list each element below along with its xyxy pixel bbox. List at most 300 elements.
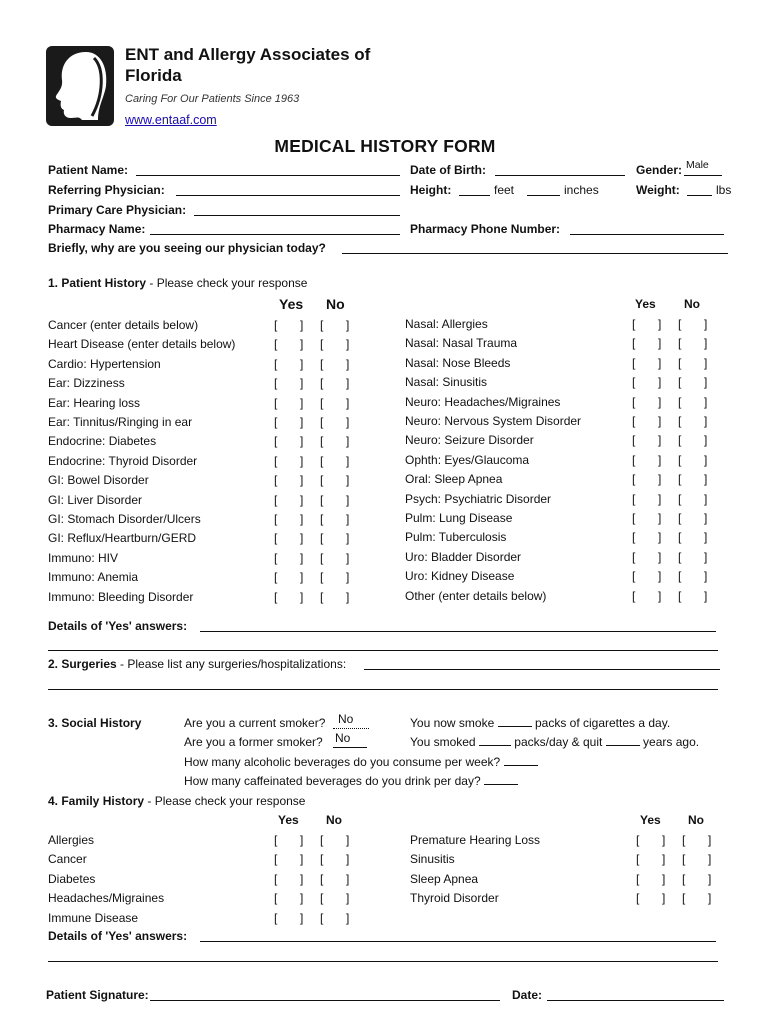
ph-left-item-yes-checkbox[interactable] — [274, 357, 306, 371]
fh-right-item-yes-checkbox-open: [ — [636, 852, 640, 867]
fh-left-item-no-checkbox-open: [ — [320, 833, 324, 847]
ph-left-item-no-checkbox-open: [ — [320, 453, 324, 468]
ph-right-item-yes-checkbox[interactable] — [632, 550, 664, 564]
fh-left-item-label: Allergies — [48, 833, 95, 847]
fh-left-item-no-checkbox[interactable] — [320, 852, 352, 866]
ph-left-item-label: GI: Stomach Disorder/Ulcers — [48, 512, 201, 526]
gender-value[interactable]: Male — [686, 159, 709, 171]
ph-right-item-no-checkbox[interactable] — [678, 453, 710, 467]
ph-left-item-no-checkbox[interactable] — [320, 396, 352, 410]
fh-right-item-no-checkbox-open: [ — [682, 891, 686, 906]
ph-left-item-label: Heart Disease (enter details below) — [48, 337, 236, 352]
ph-right-item-no-checkbox[interactable] — [678, 317, 710, 331]
ph-right-item-yes-checkbox-close: ] — [658, 588, 662, 603]
ph-left-item-no-checkbox-open: [ — [320, 570, 324, 585]
ph-right-item-yes-checkbox-open: [ — [632, 491, 636, 506]
ph-left-item-yes-checkbox[interactable] — [274, 570, 306, 584]
current-smoker-label: Are you a current smoker? — [184, 716, 326, 730]
ph-right-item-yes-checkbox-open: [ — [632, 317, 636, 331]
ph-left-item-yes-checkbox-close: ] — [300, 473, 304, 488]
ph-left-item-no-checkbox-open: [ — [320, 318, 324, 332]
ph-right-item-yes-checkbox-open: [ — [632, 588, 636, 603]
ph-left-item-yes-checkbox-open: [ — [274, 318, 278, 332]
ph-right-item-yes-checkbox-close: ] — [658, 317, 662, 331]
ph-left-item-yes-checkbox-close: ] — [300, 512, 304, 526]
ph-right-item-no-checkbox-close: ] — [704, 530, 708, 545]
years-quit-field[interactable] — [606, 745, 640, 746]
visit-reason-label: Briefly, why are you seeing our physician today? — [48, 241, 326, 255]
ph-left-item-no-checkbox-open: [ — [320, 550, 324, 565]
ph-left-item-yes-checkbox-close: ] — [300, 395, 304, 410]
ph-left-item-no-checkbox[interactable] — [320, 337, 352, 351]
ph-left-item-no-checkbox[interactable] — [320, 473, 352, 487]
fh-left-item-label: Diabetes — [48, 871, 96, 886]
fh-left-item-label: Headaches/Migraines — [48, 891, 165, 906]
fh-left-item-yes-checkbox-open: [ — [274, 891, 278, 906]
current-smoker-value[interactable]: No — [338, 712, 354, 726]
ph-left-item-yes-checkbox[interactable] — [274, 415, 306, 429]
fh-left-item-no-checkbox[interactable] — [320, 872, 352, 886]
ph-left-item-yes-checkbox[interactable] — [274, 396, 306, 410]
ph-left-item-yes-checkbox[interactable] — [274, 454, 306, 468]
ph-right-item-yes-checkbox[interactable] — [632, 472, 664, 486]
ph-right-item-yes-checkbox[interactable] — [632, 492, 664, 506]
fh-right-item-label: Sinusitis — [410, 852, 455, 867]
fh-right-item-yes-checkbox[interactable] — [636, 891, 668, 905]
page-title: MEDICAL HISTORY FORM — [274, 136, 496, 156]
visit-reason-field[interactable] — [342, 253, 728, 254]
ph-right-item-no-checkbox-close: ] — [704, 569, 708, 584]
ph-left-item-yes-checkbox-open: [ — [274, 589, 278, 604]
ph-right-item-no-checkbox[interactable] — [678, 336, 710, 350]
fh-right-item-no-checkbox-close: ] — [708, 871, 712, 886]
ph-right-item-no-checkbox-close: ] — [704, 317, 708, 331]
ph-left-item-no-checkbox-open: [ — [320, 531, 324, 546]
fh-right-item-yes-checkbox-open: [ — [636, 833, 640, 847]
ph-left-item-yes-checkbox[interactable] — [274, 493, 306, 507]
ph-left-item-yes-checkbox[interactable] — [274, 512, 306, 526]
ph-left-item-no-checkbox-open: [ — [320, 434, 324, 449]
caffeine-field[interactable] — [484, 784, 518, 785]
primary-care-label: Primary Care Physician: — [48, 203, 187, 217]
weight-label: Weight: — [636, 183, 680, 197]
ph-left-item-no-checkbox-open: [ — [320, 492, 324, 507]
fh-left-item-yes-checkbox-close: ] — [300, 852, 304, 867]
ph-left-item-yes-checkbox[interactable] — [274, 531, 306, 545]
smoke-now-label — [410, 716, 670, 730]
former-packs-field[interactable] — [479, 745, 511, 746]
fh-right-item-yes-checkbox-open: [ — [636, 871, 640, 886]
ph-left-item-yes-checkbox-open: [ — [274, 356, 278, 371]
primary-care-field[interactable] — [194, 215, 400, 216]
ph-left-item-yes-checkbox-open: [ — [274, 376, 278, 391]
ph-left-item-no-checkbox-close: ] — [346, 512, 350, 526]
ph-right-item-label: Psych: Psychiatric Disorder — [405, 491, 552, 506]
ph-left-item-yes-checkbox-open: [ — [274, 337, 278, 352]
ph-left-no-header: No — [326, 296, 345, 312]
ph-left-item-yes-checkbox-open: [ — [274, 395, 278, 410]
ph-left-item-no-checkbox[interactable] — [320, 318, 352, 332]
ph-left-item-no-checkbox-close: ] — [346, 376, 350, 391]
fh-left-item-no-checkbox-open: [ — [320, 910, 324, 925]
ph-left-item-no-checkbox-close: ] — [346, 453, 350, 468]
ph-right-item-no-checkbox-open: [ — [678, 530, 682, 545]
ph-right-item-no-checkbox-open: [ — [678, 549, 682, 564]
ph-left-item-yes-checkbox[interactable] — [274, 376, 306, 390]
ph-right-item-yes-checkbox[interactable] — [632, 395, 664, 409]
ph-right-item-no-checkbox[interactable] — [678, 356, 710, 370]
ph-left-item-yes-checkbox-open: [ — [274, 473, 278, 488]
ph-right-item-yes-checkbox-open: [ — [632, 394, 636, 409]
ph-right-item-no-checkbox-close: ] — [704, 588, 708, 603]
ph-right-item-yes-checkbox[interactable] — [632, 356, 664, 370]
fh-right-item-yes-checkbox[interactable] — [636, 872, 668, 886]
signature-field[interactable] — [150, 1000, 500, 1001]
surgeries-field[interactable] — [364, 669, 720, 670]
packs-per-day-field[interactable] — [498, 726, 532, 727]
fh-left-item-no-checkbox-close: ] — [346, 891, 350, 906]
ph-left-item-no-checkbox[interactable] — [320, 493, 352, 507]
ph-right-item-yes-checkbox-open: [ — [632, 452, 636, 467]
org-tagline: Caring For Our Patients Since 1963 — [125, 93, 300, 105]
ph-right-item-yes-checkbox-close: ] — [658, 336, 662, 351]
ph-left-item-no-checkbox-close: ] — [346, 473, 350, 488]
ph-left-item-yes-checkbox[interactable] — [274, 434, 306, 448]
ph-right-item-no-checkbox-open: [ — [678, 375, 682, 390]
ph-right-item-yes-checkbox-close: ] — [658, 530, 662, 545]
ph-right-item-yes-checkbox-open: [ — [632, 530, 636, 545]
ph-left-item-label: Ear: Tinnitus/Ringing in ear — [48, 415, 193, 429]
ph-left-item-no-checkbox[interactable] — [320, 454, 352, 468]
ph-right-item-yes-checkbox[interactable] — [632, 589, 664, 603]
ph-left-item-no-checkbox-close: ] — [346, 337, 350, 352]
smoked-label — [410, 735, 699, 749]
ph-left-item-label: GI: Reflux/Heartburn/GERD — [48, 531, 197, 546]
referring-field[interactable] — [176, 195, 400, 196]
fh-details-field[interactable] — [200, 941, 716, 942]
fh-right-item-no-checkbox-close: ] — [708, 891, 712, 906]
ph-right-item-yes-checkbox[interactable] — [632, 433, 664, 447]
former-smoker-field[interactable] — [333, 747, 367, 748]
ph-right-item-no-checkbox[interactable] — [678, 472, 710, 486]
ph-right-item-no-checkbox-close: ] — [704, 414, 708, 428]
ph-right-item-no-checkbox-close: ] — [704, 394, 708, 409]
ph-right-item-yes-checkbox-open: [ — [632, 569, 636, 584]
ph-right-item-yes-checkbox[interactable] — [632, 530, 664, 544]
ph-right-item-no-checkbox[interactable] — [678, 511, 710, 525]
lbs-label: lbs — [716, 183, 732, 197]
ph-right-item-no-checkbox[interactable] — [678, 395, 710, 409]
fh-left-item-yes-checkbox[interactable] — [274, 872, 306, 886]
family-history-title: 4. Family History — [48, 794, 145, 808]
ph-left-item-yes-checkbox-open: [ — [274, 550, 278, 565]
ph-right-item-no-checkbox-open: [ — [678, 472, 682, 487]
fh-left-item-label: Immune Disease — [48, 910, 139, 925]
fh-left-item-no-checkbox[interactable] — [320, 911, 352, 925]
fh-left-item-no-checkbox[interactable] — [320, 891, 352, 905]
fh-left-item-yes-checkbox-open: [ — [274, 852, 278, 867]
ph-right-item-label: Pulm: Tuberculosis — [405, 530, 507, 545]
fh-left-item-no-checkbox-close: ] — [346, 910, 350, 925]
ph-right-item-yes-checkbox[interactable] — [632, 414, 664, 428]
surgeries-heading — [48, 657, 346, 671]
ph-left-item-yes-checkbox[interactable] — [274, 473, 306, 487]
alcohol-field[interactable] — [504, 765, 538, 766]
fh-details-field-line2[interactable] — [48, 961, 718, 962]
smoked-text-a: You smoked — [410, 735, 476, 749]
patient-name-field[interactable] — [136, 175, 400, 176]
ph-left-item-no-checkbox-close: ] — [346, 318, 350, 332]
ph-right-item-label: Neuro: Nervous System Disorder — [405, 414, 582, 428]
dob-label: Date of Birth: — [410, 163, 486, 177]
pharmacy-phone-field[interactable] — [570, 234, 724, 235]
ph-right-item-no-checkbox-close: ] — [704, 491, 708, 506]
former-smoker-value[interactable]: No — [335, 731, 351, 745]
ph-right-item-no-checkbox-close: ] — [704, 355, 708, 370]
fh-right-item-no-checkbox-close: ] — [708, 852, 712, 867]
fh-right-item-yes-checkbox[interactable] — [636, 833, 668, 847]
ph-right-item-yes-checkbox-close: ] — [658, 394, 662, 409]
fh-right-item-no-checkbox[interactable] — [682, 872, 714, 886]
family-history-instruction: - Please check your response — [147, 794, 306, 808]
ph-left-item-no-checkbox[interactable] — [320, 376, 352, 390]
fh-right-item-label: Premature Hearing Loss — [410, 833, 541, 847]
ph-left-item-yes-checkbox-close: ] — [300, 376, 304, 391]
ph-right-item-yes-checkbox[interactable] — [632, 317, 664, 331]
ph-right-item-no-checkbox[interactable] — [678, 492, 710, 506]
ph-right-item-label: Nasal: Nose Bleeds — [405, 355, 511, 370]
ph-left-item-no-checkbox-close: ] — [346, 531, 350, 546]
ph-right-item-yes-checkbox-close: ] — [658, 549, 662, 564]
fh-left-item-no-checkbox-close: ] — [346, 871, 350, 886]
ph-left-item-yes-checkbox-close: ] — [300, 318, 304, 332]
ph-left-item-yes-checkbox-close: ] — [300, 356, 304, 371]
caffeine-text: How many caffeinated beverages do you drink per day? — [184, 774, 481, 788]
feet-label: feet — [494, 183, 515, 197]
ph-right-item-no-checkbox-close: ] — [704, 472, 708, 487]
former-smoker-label: Are you a former smoker? — [184, 735, 323, 749]
fh-left-item-yes-checkbox-open: [ — [274, 910, 278, 925]
ph-right-item-no-checkbox[interactable] — [678, 589, 710, 603]
ph-left-yes-header: Yes — [279, 296, 304, 312]
ph-right-item-yes-checkbox[interactable] — [632, 375, 664, 389]
surgeries-title: 2. Surgeries — [48, 657, 117, 671]
fh-right-item-label: Thyroid Disorder — [410, 891, 499, 906]
ph-right-item-no-checkbox-open: [ — [678, 569, 682, 584]
ph-right-item-yes-checkbox-open: [ — [632, 472, 636, 487]
gender-field[interactable] — [684, 175, 722, 176]
alcohol-text: How many alcoholic beverages do you consume per week? — [184, 755, 501, 769]
ph-right-item-label: Uro: Bladder Disorder — [405, 549, 522, 564]
ph-details-label: Details of 'Yes' answers: — [48, 619, 188, 633]
fh-left-item-no-checkbox-close: ] — [346, 852, 350, 867]
patient-history-title: 1. Patient History — [48, 276, 147, 290]
ph-right-item-no-checkbox-open: [ — [678, 511, 682, 525]
ph-left-item-yes-checkbox-open: [ — [274, 434, 278, 449]
dob-field[interactable] — [495, 175, 625, 176]
ph-right-item-no-checkbox-open: [ — [678, 414, 682, 428]
fh-left-item-no-checkbox-open: [ — [320, 891, 324, 906]
ph-left-item-no-checkbox-close: ] — [346, 356, 350, 371]
ph-right-item-no-checkbox-close: ] — [704, 511, 708, 525]
fh-left-item-yes-checkbox[interactable] — [274, 911, 306, 925]
fh-right-item-no-checkbox[interactable] — [682, 852, 714, 866]
ph-left-item-no-checkbox[interactable] — [320, 415, 352, 429]
ph-right-item-yes-checkbox-close: ] — [658, 511, 662, 525]
ph-right-no-header: No — [684, 297, 700, 311]
ph-left-item-label: Endocrine: Diabetes — [48, 434, 157, 449]
inches-label: inches — [564, 183, 599, 197]
ph-details-field-line2[interactable] — [48, 650, 718, 651]
ph-left-item-label: Immuno: Bleeding Disorder — [48, 589, 194, 604]
ph-right-item-no-checkbox-open: [ — [678, 588, 682, 603]
ph-details-field[interactable] — [200, 631, 716, 632]
ph-right-item-no-checkbox-open: [ — [678, 491, 682, 506]
fh-left-item-yes-checkbox[interactable] — [274, 833, 306, 847]
website-link[interactable]: www.entaaf.com — [125, 113, 217, 127]
pharmacy-name-label: Pharmacy Name: — [48, 222, 146, 236]
pharmacy-phone-label: Pharmacy Phone Number: — [410, 222, 561, 236]
ph-right-item-yes-checkbox-open: [ — [632, 414, 636, 428]
alcohol-label — [184, 755, 538, 769]
ph-left-item-yes-checkbox-close: ] — [300, 453, 304, 468]
ph-right-item-yes-checkbox[interactable] — [632, 453, 664, 467]
ph-left-item-no-checkbox-open: [ — [320, 589, 324, 604]
ph-right-item-no-checkbox[interactable] — [678, 530, 710, 544]
ph-left-item-no-checkbox[interactable] — [320, 570, 352, 584]
fh-details-label: Details of 'Yes' answers: — [48, 929, 188, 943]
smoked-text-c: years ago. — [643, 735, 700, 749]
weight-field[interactable] — [687, 195, 712, 196]
ph-left-item-no-checkbox[interactable] — [320, 434, 352, 448]
ph-right-item-yes-checkbox-close: ] — [658, 375, 662, 390]
ph-right-item-yes-checkbox[interactable] — [632, 336, 664, 350]
fh-left-item-label: Cancer — [48, 852, 87, 867]
family-history-heading — [48, 794, 305, 808]
ph-left-item-no-checkbox[interactable] — [320, 531, 352, 545]
ph-right-item-yes-checkbox-open: [ — [632, 511, 636, 525]
ph-left-item-no-checkbox-close: ] — [346, 589, 350, 604]
ph-right-item-no-checkbox[interactable] — [678, 375, 710, 389]
fh-left-item-yes-checkbox[interactable] — [274, 852, 306, 866]
current-smoker-field[interactable] — [333, 728, 369, 729]
fh-right-item-yes-checkbox-close: ] — [662, 833, 666, 847]
referring-label: Referring Physician: — [48, 183, 165, 197]
patient-history-instruction: - Please check your response — [149, 276, 308, 290]
ph-right-item-yes-checkbox-close: ] — [658, 355, 662, 370]
surgeries-instruction: - Please list any surgeries/hospitalizations: — [120, 657, 347, 671]
fh-left-item-yes-checkbox-open: [ — [274, 833, 278, 847]
ph-right-yes-header: Yes — [635, 297, 656, 311]
date-field[interactable] — [547, 1000, 724, 1001]
fh-right-item-yes-checkbox-open: [ — [636, 891, 640, 906]
ph-left-item-label: Cancer (enter details below) — [48, 318, 199, 332]
ph-right-item-no-checkbox-open: [ — [678, 317, 682, 331]
practice-logo — [46, 46, 114, 126]
fh-left-item-yes-checkbox-close: ] — [300, 871, 304, 886]
height-feet-field[interactable] — [459, 195, 490, 196]
ph-left-item-yes-checkbox-close: ] — [300, 415, 304, 429]
ph-right-item-yes-checkbox-open: [ — [632, 433, 636, 448]
ph-left-item-no-checkbox-close: ] — [346, 570, 350, 585]
ph-right-item-yes-checkbox[interactable] — [632, 569, 664, 583]
ph-left-item-no-checkbox-open: [ — [320, 337, 324, 352]
ph-left-item-no-checkbox[interactable] — [320, 512, 352, 526]
height-inches-field[interactable] — [527, 195, 560, 196]
ph-right-item-yes-checkbox-close: ] — [658, 569, 662, 584]
ph-left-item-yes-checkbox[interactable] — [274, 551, 306, 565]
fh-right-item-yes-checkbox-close: ] — [662, 891, 666, 906]
ph-left-item-yes-checkbox-close: ] — [300, 337, 304, 352]
fh-right-item-yes-checkbox-close: ] — [662, 871, 666, 886]
ph-right-item-label: Nasal: Nasal Trauma — [405, 336, 518, 351]
surgeries-field-line2[interactable] — [48, 689, 718, 690]
ph-left-item-yes-checkbox-close: ] — [300, 434, 304, 449]
ph-right-item-yes-checkbox-open: [ — [632, 549, 636, 564]
fh-right-item-yes-checkbox[interactable] — [636, 852, 668, 866]
ph-right-item-label: Oral: Sleep Apnea — [405, 472, 503, 487]
ph-left-item-yes-checkbox[interactable] — [274, 337, 306, 351]
ph-left-item-yes-checkbox-close: ] — [300, 570, 304, 585]
ph-left-item-no-checkbox[interactable] — [320, 551, 352, 565]
height-label: Height: — [410, 183, 452, 197]
ph-left-item-no-checkbox-open: [ — [320, 473, 324, 488]
fh-right-item-no-checkbox[interactable] — [682, 833, 714, 847]
ph-right-item-no-checkbox[interactable] — [678, 550, 710, 564]
fh-right-item-no-checkbox[interactable] — [682, 891, 714, 905]
ph-right-item-yes-checkbox-open: [ — [632, 355, 636, 370]
fh-left-item-no-checkbox-open: [ — [320, 852, 324, 867]
ph-right-item-no-checkbox[interactable] — [678, 414, 710, 428]
signature-label: Patient Signature: — [46, 988, 149, 1002]
fh-left-item-no-checkbox[interactable] — [320, 833, 352, 847]
ph-right-item-label: Neuro: Seizure Disorder — [405, 433, 534, 448]
fh-right-item-no-checkbox-open: [ — [682, 871, 686, 886]
date-label: Date: — [512, 988, 543, 1002]
ph-left-item-label: Endocrine: Thyroid Disorder — [48, 453, 198, 468]
ph-right-item-no-checkbox-close: ] — [704, 433, 708, 448]
org-name: ENT and Allergy Associates of Florida — [125, 45, 371, 85]
ph-left-item-label: GI: Bowel Disorder — [48, 473, 149, 488]
fh-right-item-yes-checkbox-close: ] — [662, 852, 666, 867]
ph-left-item-label: Cardio: Hypertension — [48, 356, 161, 371]
ph-right-item-no-checkbox-close: ] — [704, 549, 708, 564]
ph-left-item-no-checkbox-close: ] — [346, 415, 350, 429]
fh-left-item-yes-checkbox-close: ] — [300, 910, 304, 925]
social-history-heading: 3. Social History — [48, 716, 142, 730]
ph-left-item-yes-checkbox-close: ] — [300, 550, 304, 565]
fh-left-item-yes-checkbox[interactable] — [274, 891, 306, 905]
ph-right-item-no-checkbox-close: ] — [704, 452, 708, 467]
ph-left-item-no-checkbox-close: ] — [346, 395, 350, 410]
ph-right-item-no-checkbox[interactable] — [678, 433, 710, 447]
ph-right-item-no-checkbox-close: ] — [704, 375, 708, 390]
ph-right-item-label: Uro: Kidney Disease — [405, 569, 515, 584]
ph-left-item-no-checkbox-open: [ — [320, 395, 324, 410]
pharmacy-name-field[interactable] — [150, 234, 400, 235]
ph-left-item-yes-checkbox[interactable] — [274, 318, 306, 332]
ph-right-item-no-checkbox[interactable] — [678, 569, 710, 583]
ph-left-item-label: Ear: Hearing loss — [48, 395, 141, 410]
ph-left-item-no-checkbox[interactable] — [320, 590, 352, 604]
ph-right-item-yes-checkbox-close: ] — [658, 452, 662, 467]
ph-left-item-yes-checkbox[interactable] — [274, 590, 306, 604]
ph-right-item-label: Neuro: Headaches/Migraines — [405, 394, 561, 409]
ph-left-item-no-checkbox[interactable] — [320, 357, 352, 371]
patient-history-heading — [48, 276, 307, 290]
ph-right-item-yes-checkbox[interactable] — [632, 511, 664, 525]
fh-right-item-no-checkbox-close: ] — [708, 833, 712, 847]
